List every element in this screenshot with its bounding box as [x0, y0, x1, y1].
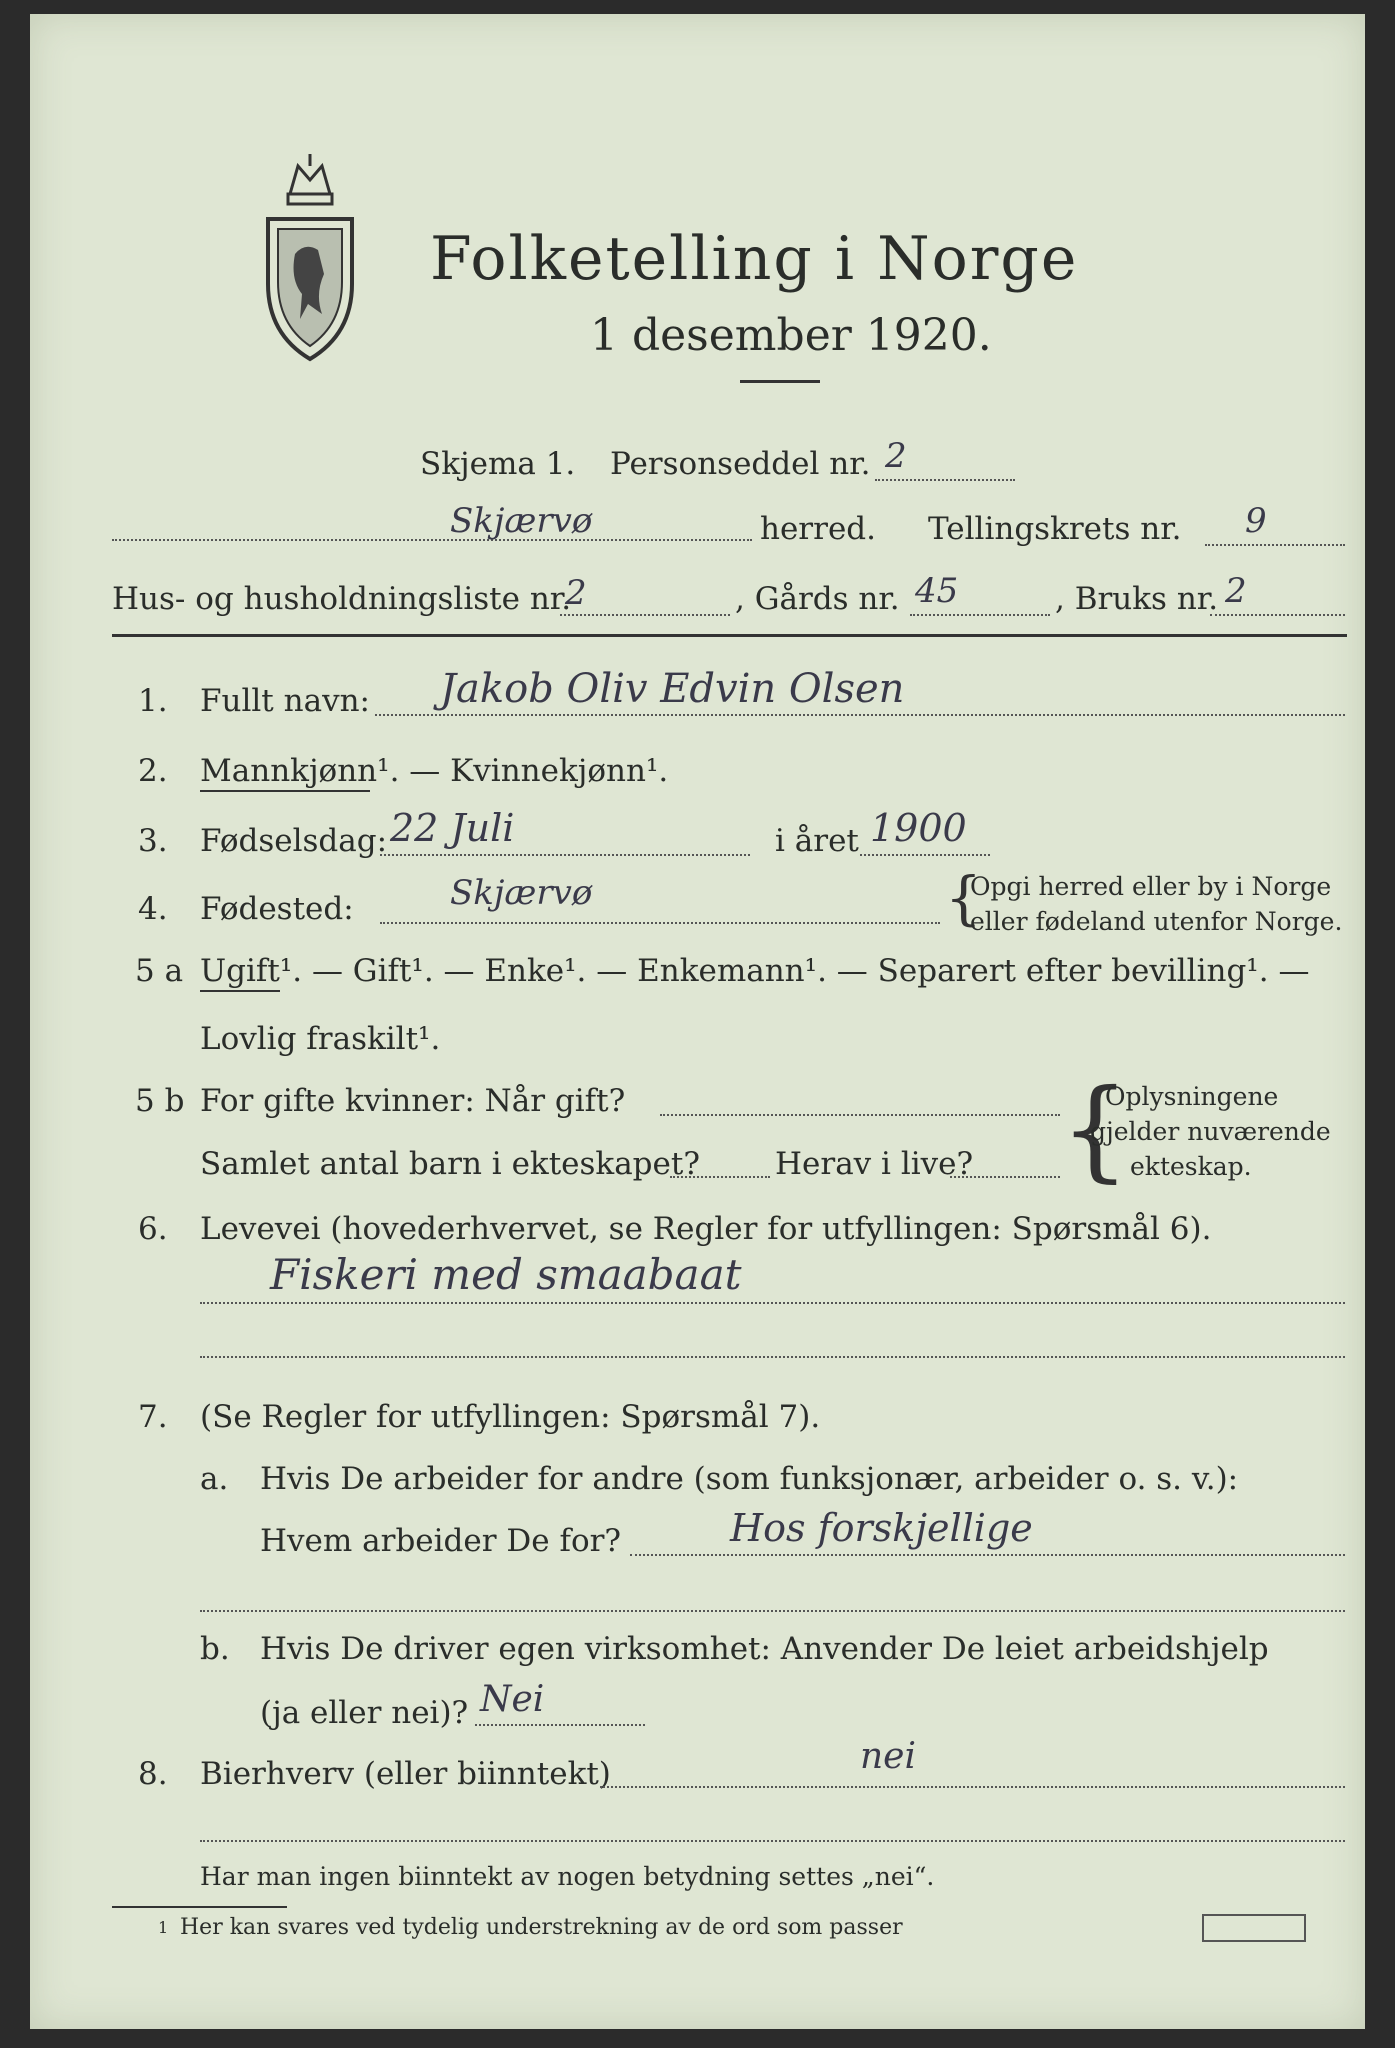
q3-year-label: i året [775, 823, 859, 859]
tellingskrets-label: Tellingskrets nr. [928, 511, 1182, 547]
q3-year-line [860, 854, 990, 856]
q8-number: 8. [138, 1756, 168, 1792]
q8-label: Bierhverv (eller biinntekt) [200, 1756, 611, 1792]
q4-value: Skjærvø [450, 873, 593, 913]
tellingskrets-line [1205, 544, 1345, 546]
q1-value: Jakob Oliv Edvin Olsen [440, 666, 905, 712]
q8-line-2 [200, 1840, 1345, 1842]
footnote-rule [112, 1906, 287, 1908]
gards-label: , Gårds nr. [735, 581, 900, 617]
q5b-note-line1: Oplysningene [1105, 1082, 1279, 1111]
herred-label: herred. [760, 511, 876, 547]
gards-value: 45 [915, 571, 959, 611]
q5b-label-2: Samlet antal barn i ekteskapet? [200, 1146, 700, 1182]
bruks-line [1210, 614, 1345, 616]
footer-note: Har man ingen biinntekt av nogen betydning settes „nei“. [200, 1862, 935, 1891]
q7a-line-2 [200, 1610, 1345, 1612]
skjema-label: Skjema 1. [420, 446, 576, 482]
q5b-note-line2: gjelder nuværende [1090, 1117, 1331, 1146]
q3-label: Fødselsdag: [200, 823, 388, 859]
herred-line [112, 539, 752, 541]
q5a-label-2: Lovlig fraskilt¹. [200, 1021, 441, 1057]
q6-number: 6. [138, 1211, 168, 1247]
q2-number: 2. [138, 753, 168, 789]
footnote-number: 1 [158, 1918, 169, 1937]
q6-value: Fiskeri med smaabaat [270, 1250, 742, 1299]
q7-number: 7. [138, 1399, 168, 1435]
q1-number: 1. [138, 683, 168, 719]
personseddel-value: 2 [885, 436, 907, 476]
q7b-value: Nei [480, 1679, 545, 1720]
tellingskrets-value: 9 [1245, 501, 1267, 541]
q4-brace: { [945, 864, 982, 932]
q5b-label-3: Herav i live? [775, 1146, 974, 1182]
q5b-label: For gifte kvinner: Når gift? [200, 1083, 626, 1119]
census-form-page [30, 14, 1365, 2029]
q5a-label: Ugift¹. — Gift¹. — Enke¹. — Enkemann¹. — Separert efter bevilling¹. — [200, 953, 1310, 989]
header-rule [112, 634, 1347, 637]
q3-line [380, 854, 750, 856]
printer-stamp [1202, 1914, 1306, 1942]
q4-label: Fødested: [200, 891, 354, 927]
q7b-label: Hvis De driver egen virksomhet: Anvender De leiet arbeidshjelp [260, 1631, 1269, 1667]
bruks-label: , Bruks nr. [1055, 581, 1219, 617]
q4-number: 4. [138, 891, 168, 927]
q1-label: Fullt navn: [200, 683, 370, 719]
q5b-note-line3: ekteskap. [1130, 1152, 1252, 1181]
q7a-line [630, 1554, 1345, 1556]
personseddel-label: Personseddel nr. [610, 446, 871, 482]
q7a-value: Hos forskjellige [730, 1506, 1033, 1550]
q5a-underline [200, 990, 280, 992]
personseddel-line [875, 479, 1015, 481]
q4-note-line2: eller fødeland utenfor Norge. [970, 907, 1343, 936]
herred-value: Skjærvø [450, 501, 593, 541]
q5b-brace: { [1060, 1065, 1130, 1193]
q4-line [380, 922, 940, 924]
q5b-alive-line [950, 1176, 1060, 1178]
q7a-label: Hvis De arbeider for andre (som funksjonær, arbeider o. s. v.): [260, 1461, 1239, 1497]
q7b-label-2: (ja eller nei)? [260, 1695, 469, 1731]
q5b-children-line [670, 1176, 770, 1178]
q7b-letter: b. [200, 1631, 230, 1667]
q3-value: 22 Juli [390, 806, 515, 850]
q7-label: (Se Regler for utfyllingen: Spørsmål 7). [200, 1399, 821, 1435]
q3-year-value: 1900 [870, 806, 967, 850]
q7a-label-2: Hvem arbeider De for? [260, 1523, 622, 1559]
hus-line [560, 614, 730, 616]
coat-of-arms-icon [260, 154, 360, 364]
q1-line [375, 714, 1345, 716]
q5b-when-line [660, 1114, 1060, 1116]
q6-line [200, 1302, 1345, 1304]
form-date: 1 desember 1920. [590, 310, 992, 361]
q8-value: nei [860, 1736, 917, 1777]
q5b-number: 5 b [135, 1083, 185, 1119]
q6-line-2 [200, 1356, 1345, 1358]
q8-line [600, 1786, 1345, 1788]
form-title: Folketelling i Norge [430, 224, 1079, 294]
footnote-text: Her kan svares ved tydelig understrekning av de ord som passer [180, 1915, 903, 1940]
q5a-number: 5 a [135, 953, 184, 989]
q2-label: Mannkjønn¹. — Kvinnekjønn¹. [200, 753, 669, 789]
title-divider [740, 380, 820, 383]
q7b-line [475, 1724, 645, 1726]
q2-underline [200, 790, 370, 792]
bruks-value: 2 [1225, 571, 1247, 611]
q7a-letter: a. [200, 1461, 229, 1497]
gards-line [910, 614, 1050, 616]
q6-label: Levevei (hovederhvervet, se Regler for utfyllingen: Spørsmål 6). [200, 1211, 1212, 1247]
hus-label: Hus- og husholdningsliste nr. [112, 581, 572, 617]
hus-value: 2 [565, 573, 587, 613]
q3-number: 3. [138, 823, 168, 859]
q4-note-line1: Opgi herred eller by i Norge [970, 872, 1332, 901]
